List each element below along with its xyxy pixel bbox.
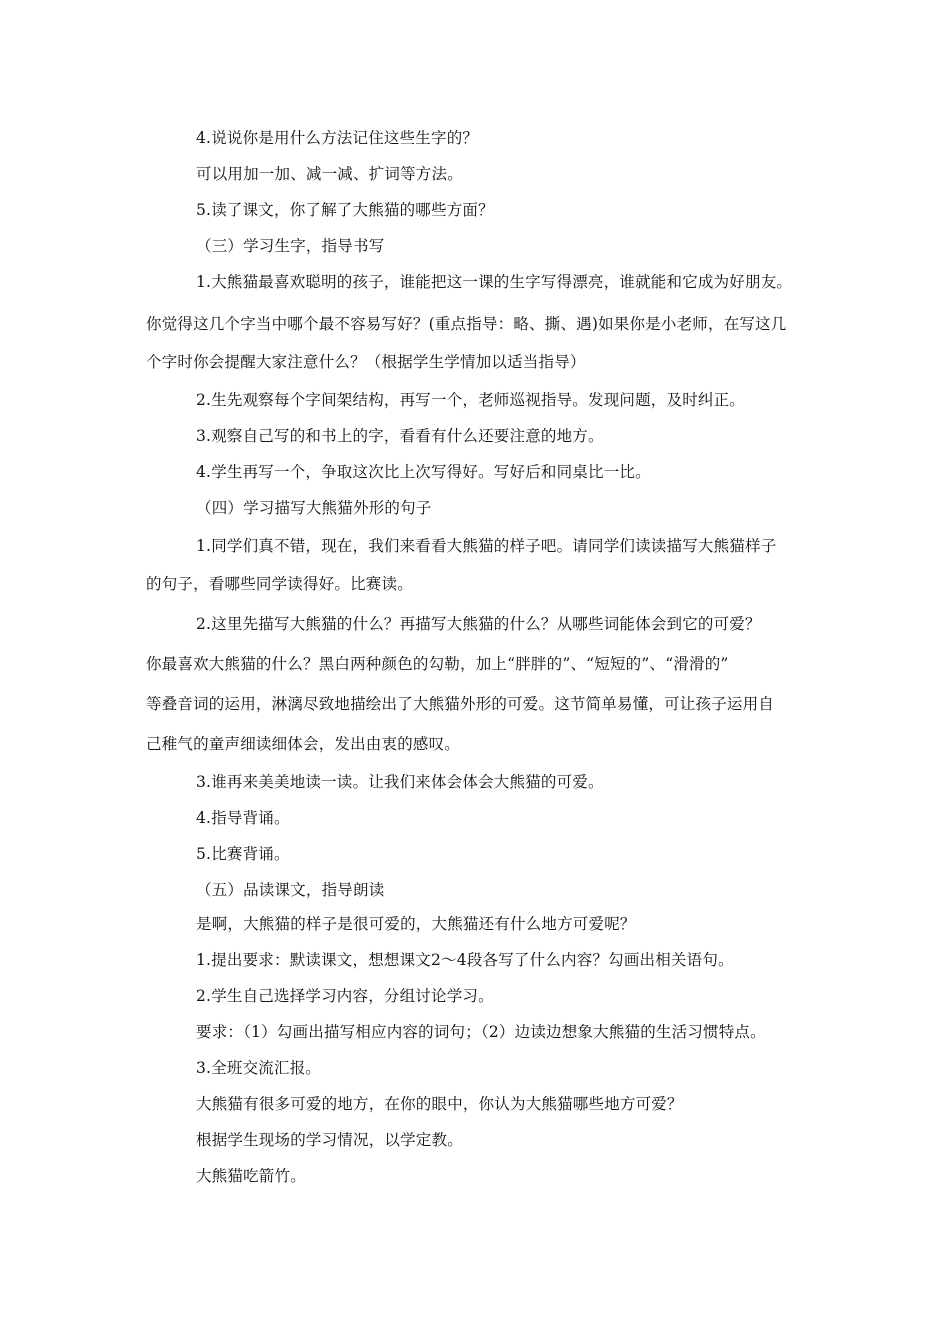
paragraph-line: 己稚气的童声细读细体会，发出由衷的感叹。 [146, 735, 461, 753]
section-heading: （三）学习生字，指导书写 [196, 237, 385, 255]
paragraph-line: 大熊猫吃箭竹。 [196, 1167, 306, 1185]
paragraph-line: 可以用加一加、减一减、扩词等方法。 [196, 165, 463, 183]
paragraph-line: 2.生先观察每个字间架结构，再写一个，老师巡视指导。发现问题，及时纠正。 [196, 391, 745, 409]
paragraph-line: 1.提出要求：默读课文，想想课文2～4段各写了什么内容？勾画出相关语句。 [196, 951, 734, 969]
paragraph-line: 2.这里先描写大熊猫的什么？再描写大熊猫的什么？从哪些词能体会到它的可爱？ [196, 615, 761, 633]
paragraph-line: 4.说说你是用什么方法记住这些生字的？ [196, 129, 479, 147]
section-heading: （四）学习描写大熊猫外形的句子 [196, 499, 432, 517]
paragraph-line: 是啊，大熊猫的样子是很可爱的，大熊猫还有什么地方可爱呢？ [196, 915, 636, 933]
paragraph-line: 3.谁再来美美地读一读。让我们来体会体会大熊猫的可爱。 [196, 773, 604, 791]
paragraph-line: 要求：（1）勾画出描写相应内容的词句；（2）边读边想象大熊猫的生活习惯特点。 [196, 1023, 766, 1041]
paragraph-line: 4.指导背诵。 [196, 809, 290, 827]
paragraph-line: 5.比赛背诵。 [196, 845, 290, 863]
paragraph-line: 的句子，看哪些同学读得好。比赛读。 [146, 575, 413, 593]
paragraph-line: 3.全班交流汇报。 [196, 1059, 322, 1077]
section-heading: （五）品读课文，指导朗读 [196, 881, 385, 899]
paragraph-line: 个字时你会提醒大家注意什么？（根据学生学情加以适当指导） [146, 353, 586, 371]
paragraph-line: 1.同学们真不错，现在，我们来看看大熊猫的样子吧。请同学们读读描写大熊猫样子 [196, 537, 777, 555]
paragraph-line: 5.读了课文，你了解了大熊猫的哪些方面？ [196, 201, 494, 219]
paragraph-line: 1.大熊猫最喜欢聪明的孩子，谁能把这一课的生字写得漂亮，谁就能和它成为好朋友。 [196, 273, 793, 291]
paragraph-line: 根据学生现场的学习情况，以学定教。 [196, 1131, 463, 1149]
paragraph-line: 你最喜欢大熊猫的什么？黑白两种颜色的勾勒，加上“胖胖的”、“短短的”、“滑滑的” [146, 655, 729, 673]
paragraph-line: 4.学生再写一个，争取这次比上次写得好。写好后和同桌比一比。 [196, 463, 651, 481]
paragraph-line: 大熊猫有很多可爱的地方，在你的眼中，你认为大熊猫哪些地方可爱？ [196, 1095, 683, 1113]
paragraph-line: 3.观察自己写的和书上的字，看看有什么还要注意的地方。 [196, 427, 604, 445]
paragraph-line: 你觉得这几个字当中哪个最不容易写好？(重点指导：略、撕、遇)如果你是小老师，在写这几 [146, 315, 787, 333]
paragraph-line: 2.学生自己选择学习内容，分组讨论学习。 [196, 987, 494, 1005]
paragraph-line: 等叠音词的运用，淋漓尽致地描绘出了大熊猫外形的可爱。这节简单易懂，可让孩子运用自 [146, 695, 775, 713]
